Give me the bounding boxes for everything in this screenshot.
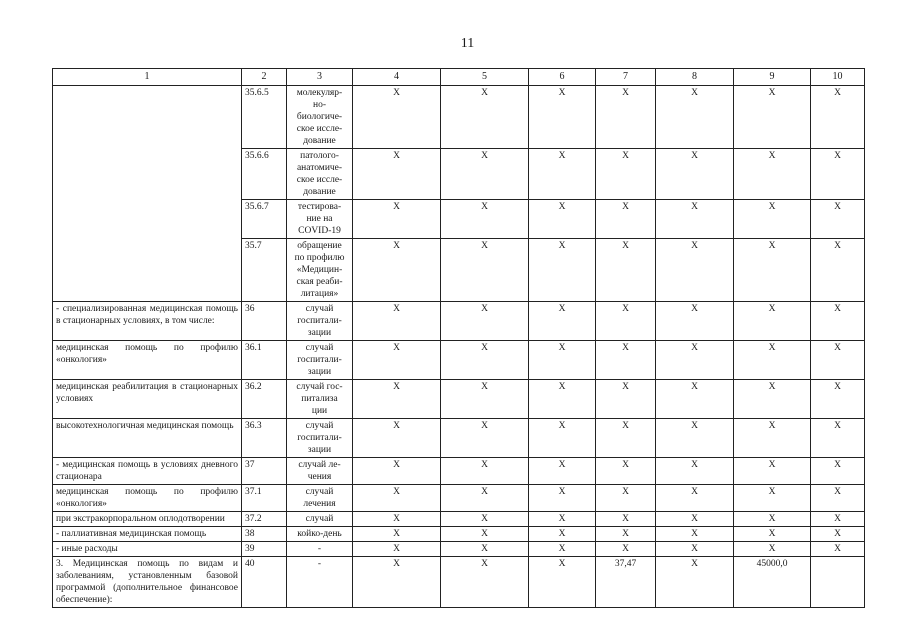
value-cell-col-9: 45000,0 xyxy=(734,557,811,608)
table-header-row xyxy=(53,69,865,86)
value-cell-col-10: Х xyxy=(811,380,865,419)
value-cell-col-8: Х xyxy=(656,542,734,557)
row-number: 36.2 xyxy=(242,380,287,419)
unit-cell xyxy=(287,485,353,512)
header-cell: 10 xyxy=(811,69,865,86)
row-number: 36.1 xyxy=(242,341,287,380)
header-cell: 8 xyxy=(656,69,734,86)
unit-line: но- xyxy=(313,100,326,110)
value-cell-col-6: Х xyxy=(529,86,596,149)
value-cell-col-10: Х xyxy=(811,419,865,458)
unit-line: тестирова- xyxy=(297,202,342,212)
row-number: 35.7 xyxy=(242,239,287,302)
unit-line: ская реаби- xyxy=(296,277,343,287)
value-cell-col-4: Х xyxy=(353,380,441,419)
value-cell-col-10: Х xyxy=(811,302,865,341)
value-cell-col-5: Х xyxy=(441,557,529,608)
value-cell-col-8: Х xyxy=(656,341,734,380)
header-cell: 1 xyxy=(53,69,242,86)
value-cell-col-7: 37,47 xyxy=(596,557,656,608)
value-cell-col-7: Х xyxy=(596,302,656,341)
unit-line: случай ле- xyxy=(298,460,341,470)
value-cell-col-5: Х xyxy=(441,380,529,419)
unit-line: ции xyxy=(311,406,328,416)
value-cell-col-7: Х xyxy=(596,512,656,527)
unit-cell xyxy=(287,380,353,419)
unit-line: молекуляр- xyxy=(296,88,343,98)
table-row xyxy=(53,380,865,419)
value-cell-col-9: Х xyxy=(734,458,811,485)
value-cell-col-10: Х xyxy=(811,200,865,239)
value-cell-col-8: Х xyxy=(656,458,734,485)
row-description: медицинская помощь по профилю «онкология» xyxy=(53,485,242,512)
value-cell-col-6: Х xyxy=(529,485,596,512)
table-row xyxy=(53,419,865,458)
table-row xyxy=(53,341,865,380)
unit-cell xyxy=(287,341,353,380)
value-cell-col-10: Х xyxy=(811,458,865,485)
unit-line: госпитали- xyxy=(297,433,342,443)
value-cell-col-5: Х xyxy=(441,485,529,512)
unit-line: госпитали- xyxy=(297,316,342,326)
row-description xyxy=(53,86,242,302)
value-cell-col-6: Х xyxy=(529,542,596,557)
unit-line: биологиче- xyxy=(296,112,343,122)
value-cell-col-10: Х xyxy=(811,86,865,149)
value-cell-col-6: Х xyxy=(529,527,596,542)
value-cell-col-7: Х xyxy=(596,149,656,200)
value-cell-col-10 xyxy=(811,557,865,608)
unit-line: обращение xyxy=(297,241,342,251)
value-cell-col-7: Х xyxy=(596,380,656,419)
value-cell-col-5: Х xyxy=(441,542,529,557)
page-number: 11 xyxy=(460,36,475,51)
value-cell-col-8: Х xyxy=(656,302,734,341)
unit-line: чения xyxy=(307,472,332,482)
row-description: - специализированная медицинская помощь в стационарных условиях, в том числе: xyxy=(53,302,242,341)
value-cell-col-8: Х xyxy=(656,86,734,149)
value-cell-col-5: Х xyxy=(441,86,529,149)
value-cell-col-7: Х xyxy=(596,419,656,458)
unit-cell xyxy=(287,200,353,239)
value-cell-col-8: Х xyxy=(656,380,734,419)
row-number: 38 xyxy=(242,527,287,542)
value-cell-col-4: Х xyxy=(353,341,441,380)
value-cell-col-6: Х xyxy=(529,557,596,608)
value-cell-col-6: Х xyxy=(529,200,596,239)
value-cell-col-8: Х xyxy=(656,149,734,200)
value-cell-col-4: Х xyxy=(353,200,441,239)
value-cell-col-9: Х xyxy=(734,419,811,458)
data-table xyxy=(52,68,865,608)
value-cell-col-6: Х xyxy=(529,302,596,341)
header-cell: 9 xyxy=(734,69,811,86)
value-cell-col-4: Х xyxy=(353,239,441,302)
unit-cell xyxy=(287,149,353,200)
unit-line: - xyxy=(317,559,322,569)
row-number: 35.6.6 xyxy=(242,149,287,200)
unit-line: дование xyxy=(303,187,336,197)
table-row xyxy=(53,458,865,485)
table-row xyxy=(53,557,865,608)
value-cell-col-9: Х xyxy=(734,485,811,512)
unit-line: случай xyxy=(305,343,334,353)
value-cell-col-7: Х xyxy=(596,527,656,542)
value-cell-col-6: Х xyxy=(529,341,596,380)
unit-line: случай xyxy=(305,304,334,314)
header-cell: 3 xyxy=(287,69,353,86)
value-cell-col-9: Х xyxy=(734,302,811,341)
row-number: 39 xyxy=(242,542,287,557)
header-cell: 4 xyxy=(353,69,441,86)
unit-line: патолого- xyxy=(300,151,339,161)
value-cell-col-8: Х xyxy=(656,557,734,608)
value-cell-col-9: Х xyxy=(734,380,811,419)
value-cell-col-10: Х xyxy=(811,341,865,380)
unit-cell xyxy=(287,542,353,557)
unit-line: ние на xyxy=(306,214,333,224)
unit-line: лечения xyxy=(303,499,336,509)
value-cell-col-4: Х xyxy=(353,557,441,608)
unit-line: койко-день xyxy=(297,529,342,539)
row-description: при экстракорпоральном оплодотворении xyxy=(53,512,242,527)
value-cell-col-9: Х xyxy=(734,239,811,302)
table-row xyxy=(53,302,865,341)
unit-line: зации xyxy=(307,445,332,455)
row-description: 3. Медицинская помощь по видам и заболеваниям, установленным базовой программой (дополнительное финансовое обеспечение): xyxy=(53,557,242,608)
row-description: высокотехнологичная медицинская помощь xyxy=(53,419,242,458)
table-row xyxy=(53,86,865,149)
unit-line: дование xyxy=(303,136,336,146)
value-cell-col-5: Х xyxy=(441,341,529,380)
row-description: - медицинская помощь в условиях дневного стационара xyxy=(53,458,242,485)
value-cell-col-7: Х xyxy=(596,200,656,239)
value-cell-col-7: Х xyxy=(596,239,656,302)
value-cell-col-4: Х xyxy=(353,527,441,542)
value-cell-col-9: Х xyxy=(734,200,811,239)
unit-cell xyxy=(287,512,353,527)
unit-line: случай гос- xyxy=(296,382,343,392)
value-cell-col-4: Х xyxy=(353,149,441,200)
unit-line: ское иссле- xyxy=(296,124,343,134)
value-cell-col-5: Х xyxy=(441,239,529,302)
row-number: 37 xyxy=(242,458,287,485)
value-cell-col-8: Х xyxy=(656,200,734,239)
value-cell-col-5: Х xyxy=(441,458,529,485)
value-cell-col-8: Х xyxy=(656,419,734,458)
row-number: 37.2 xyxy=(242,512,287,527)
value-cell-col-5: Х xyxy=(441,302,529,341)
unit-cell xyxy=(287,458,353,485)
value-cell-col-9: Х xyxy=(734,86,811,149)
value-cell-col-9: Х xyxy=(734,512,811,527)
value-cell-col-6: Х xyxy=(529,380,596,419)
row-number: 40 xyxy=(242,557,287,608)
header-cell: 6 xyxy=(529,69,596,86)
header-cell: 5 xyxy=(441,69,529,86)
unit-line: питализа xyxy=(301,394,338,404)
value-cell-col-7: Х xyxy=(596,458,656,485)
value-cell-col-5: Х xyxy=(441,512,529,527)
row-number: 37.1 xyxy=(242,485,287,512)
unit-line: по профилю xyxy=(294,253,345,263)
unit-cell xyxy=(287,239,353,302)
unit-line: анатомиче- xyxy=(296,163,343,173)
row-description: - паллиативная медицинская помощь xyxy=(53,527,242,542)
value-cell-col-9: Х xyxy=(734,542,811,557)
row-number: 36.3 xyxy=(242,419,287,458)
row-description: медицинская помощь по профилю «онкология» xyxy=(53,341,242,380)
value-cell-col-10: Х xyxy=(811,149,865,200)
unit-line: случай xyxy=(305,487,334,497)
unit-cell xyxy=(287,557,353,608)
table-row xyxy=(53,485,865,512)
value-cell-col-5: Х xyxy=(441,527,529,542)
unit-line: госпитали- xyxy=(297,355,342,365)
row-number: 36 xyxy=(242,302,287,341)
table-row xyxy=(53,542,865,557)
value-cell-col-7: Х xyxy=(596,542,656,557)
header-cell: 7 xyxy=(596,69,656,86)
value-cell-col-5: Х xyxy=(441,419,529,458)
value-cell-col-10: Х xyxy=(811,239,865,302)
value-cell-col-9: Х xyxy=(734,341,811,380)
row-number: 35.6.5 xyxy=(242,86,287,149)
value-cell-col-8: Х xyxy=(656,485,734,512)
unit-cell xyxy=(287,527,353,542)
value-cell-col-8: Х xyxy=(656,527,734,542)
unit-line: - xyxy=(317,544,322,554)
value-cell-col-5: Х xyxy=(441,149,529,200)
value-cell-col-10: Х xyxy=(811,542,865,557)
value-cell-col-4: Х xyxy=(353,542,441,557)
value-cell-col-8: Х xyxy=(656,512,734,527)
value-cell-col-4: Х xyxy=(353,419,441,458)
unit-line: литация» xyxy=(300,289,339,299)
value-cell-col-6: Х xyxy=(529,419,596,458)
value-cell-col-7: Х xyxy=(596,86,656,149)
row-description: - иные расходы xyxy=(53,542,242,557)
value-cell-col-10: Х xyxy=(811,485,865,512)
value-cell-col-4: Х xyxy=(353,458,441,485)
value-cell-col-5: Х xyxy=(441,200,529,239)
value-cell-col-4: Х xyxy=(353,86,441,149)
unit-line: «Медицин- xyxy=(296,265,343,275)
unit-line: случай xyxy=(305,514,334,524)
value-cell-col-10: Х xyxy=(811,527,865,542)
unit-line: зации xyxy=(307,367,332,377)
value-cell-col-9: Х xyxy=(734,527,811,542)
value-cell-col-6: Х xyxy=(529,512,596,527)
value-cell-col-4: Х xyxy=(353,302,441,341)
header-cell: 2 xyxy=(242,69,287,86)
value-cell-col-7: Х xyxy=(596,341,656,380)
value-cell-col-6: Х xyxy=(529,149,596,200)
value-cell-col-4: Х xyxy=(353,512,441,527)
value-cell-col-10: Х xyxy=(811,512,865,527)
value-cell-col-9: Х xyxy=(734,149,811,200)
unit-cell xyxy=(287,419,353,458)
unit-cell xyxy=(287,86,353,149)
row-description: медицинская реабилитация в стационарных условиях xyxy=(53,380,242,419)
value-cell-col-7: Х xyxy=(596,485,656,512)
table-row xyxy=(53,512,865,527)
unit-cell xyxy=(287,302,353,341)
row-number: 35.6.7 xyxy=(242,200,287,239)
value-cell-col-6: Х xyxy=(529,239,596,302)
value-cell-col-8: Х xyxy=(656,239,734,302)
unit-line: ское иссле- xyxy=(296,175,343,185)
unit-line: зации xyxy=(307,328,332,338)
value-cell-col-6: Х xyxy=(529,458,596,485)
unit-line: случай xyxy=(305,421,334,431)
table-row xyxy=(53,527,865,542)
value-cell-col-4: Х xyxy=(353,485,441,512)
unit-line: COVID-19 xyxy=(298,226,341,236)
